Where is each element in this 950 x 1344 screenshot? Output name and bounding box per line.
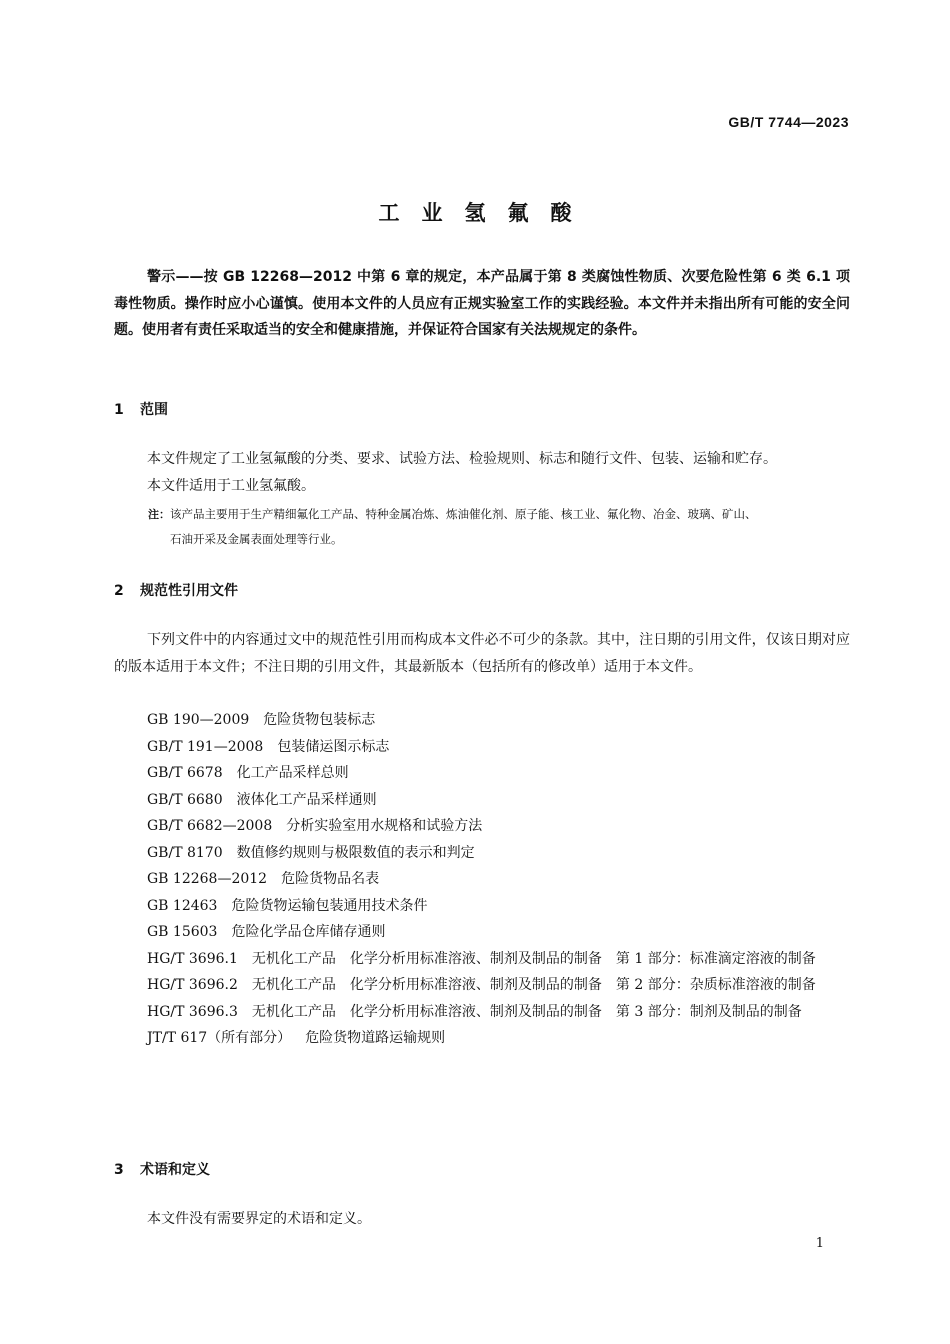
reference-title: 无机化工产品 化学分析用标准溶液、制剂及制品的制备 第 2 部分：杂质标准溶液的制备	[251, 977, 816, 993]
section-title: 术语和定义	[140, 1162, 210, 1178]
reference-item	[114, 972, 850, 999]
document-title: 工业氢氟酸	[378, 201, 594, 225]
reference-code: HG/T 3696.1	[147, 950, 238, 967]
section-number: 1	[114, 402, 124, 418]
reference-code: JT/T 617（所有部分）	[147, 1030, 292, 1046]
reference-code: GB 12463	[147, 897, 218, 914]
reference-item	[114, 760, 850, 787]
reference-code: GB/T 6680	[147, 791, 223, 808]
note-line-2: 石油开采及金属表面处理等行业。	[170, 532, 343, 546]
scope-note	[148, 502, 850, 552]
section-number: 3	[114, 1162, 124, 1178]
reference-code: GB/T 6678	[147, 765, 223, 781]
reference-item	[114, 999, 850, 1026]
reference-code: GB 12268—2012	[147, 871, 268, 887]
reference-title: 危险化学品仓库储存通则	[231, 924, 386, 940]
reference-code: HG/T 3696.3	[147, 1003, 238, 1020]
reference-item	[114, 866, 850, 893]
reference-item	[114, 1025, 850, 1052]
reference-code: GB/T 191—2008	[147, 738, 264, 755]
reference-code: GB 15603	[147, 924, 218, 940]
scope-paragraph-2: 本文件适用于工业氢氟酸。	[147, 478, 315, 494]
reference-code: GB/T 8170	[147, 844, 223, 861]
reference-title: 化工产品采样总则	[236, 765, 349, 781]
reference-title: 危险货物运输包装通用技术条件	[231, 897, 428, 914]
note-text-1: 该产品主要用于生产精细氟化工产品、特种金属冶炼、炼油催化剂、原子能、核工业、氟化物、冶金、玻璃、矿山、	[170, 507, 757, 521]
reference-title: 危险货物包装标志	[263, 712, 376, 728]
reference-item	[114, 946, 850, 973]
reference-item	[114, 919, 850, 946]
note-line-1	[148, 502, 850, 527]
normative-references-intro: 下列文件中的内容通过文中的规范性引用而构成本文件必不可少的条款。其中，注日期的引用文件，仅该日期对应的版本适用于本文件；不注日期的引用文件，其最新版本（包括所有的修改单）适用于本文件。	[114, 632, 850, 675]
reference-item	[114, 893, 850, 920]
note-label: 注：	[148, 508, 170, 521]
reference-title: 包装储运图示标志	[277, 738, 390, 755]
reference-title: 数值修约规则与极限数值的表示和判定	[236, 844, 475, 861]
reference-title: 分析实验室用水规格和试验方法	[286, 818, 483, 834]
reference-item	[114, 787, 850, 814]
reference-item	[114, 840, 850, 867]
reference-title: 无机化工产品 化学分析用标准溶液、制剂及制品的制备 第 3 部分：制剂及制品的制备	[251, 1003, 802, 1020]
reference-code: GB/T 6682—2008	[147, 818, 273, 834]
section-title: 范围	[140, 402, 168, 418]
section-2-heading	[114, 580, 238, 600]
scope-paragraph-1: 本文件规定了工业氢氟酸的分类、要求、试验方法、检验规则、标志和随行文件、包装、运输和贮存。	[147, 451, 777, 467]
reference-title: 危险货物品名表	[281, 871, 380, 887]
reference-code: HG/T 3696.2	[147, 977, 238, 993]
section-number: 2	[114, 583, 124, 599]
warning-paragraph: 警示——按 GB 12268—2012 中第 6 章的规定，本产品属于第 8 类腐蚀性物质、次要危险性第 6 类 6.1 项毒性物质。操作时应小心谨慎。使用本文件的人员应有正规实验室工作的实践经验。本文件并未指出所有可能的安全问题。使用者有责任采取适当的安全和健康措施，并保证符合国家有关法规规定的条件。	[114, 269, 850, 338]
reference-title: 危险货物道路运输规则	[305, 1030, 446, 1046]
section-3-heading	[114, 1159, 210, 1179]
reference-list	[114, 707, 850, 1052]
reference-code: GB 190—2009	[147, 712, 250, 728]
reference-title: 液体化工产品采样通则	[236, 791, 377, 808]
section-1-heading	[114, 399, 168, 419]
reference-title: 无机化工产品 化学分析用标准溶液、制剂及制品的制备 第 1 部分：标准滴定溶液的制备	[251, 950, 816, 967]
section-title: 规范性引用文件	[140, 583, 238, 599]
reference-item	[114, 813, 850, 840]
reference-item	[114, 707, 850, 734]
reference-item	[114, 734, 850, 761]
standard-number: GB/T 7744—2023	[728, 114, 849, 130]
terms-paragraph: 本文件没有需要界定的术语和定义。	[147, 1211, 371, 1227]
page-number: 1	[815, 1236, 824, 1251]
